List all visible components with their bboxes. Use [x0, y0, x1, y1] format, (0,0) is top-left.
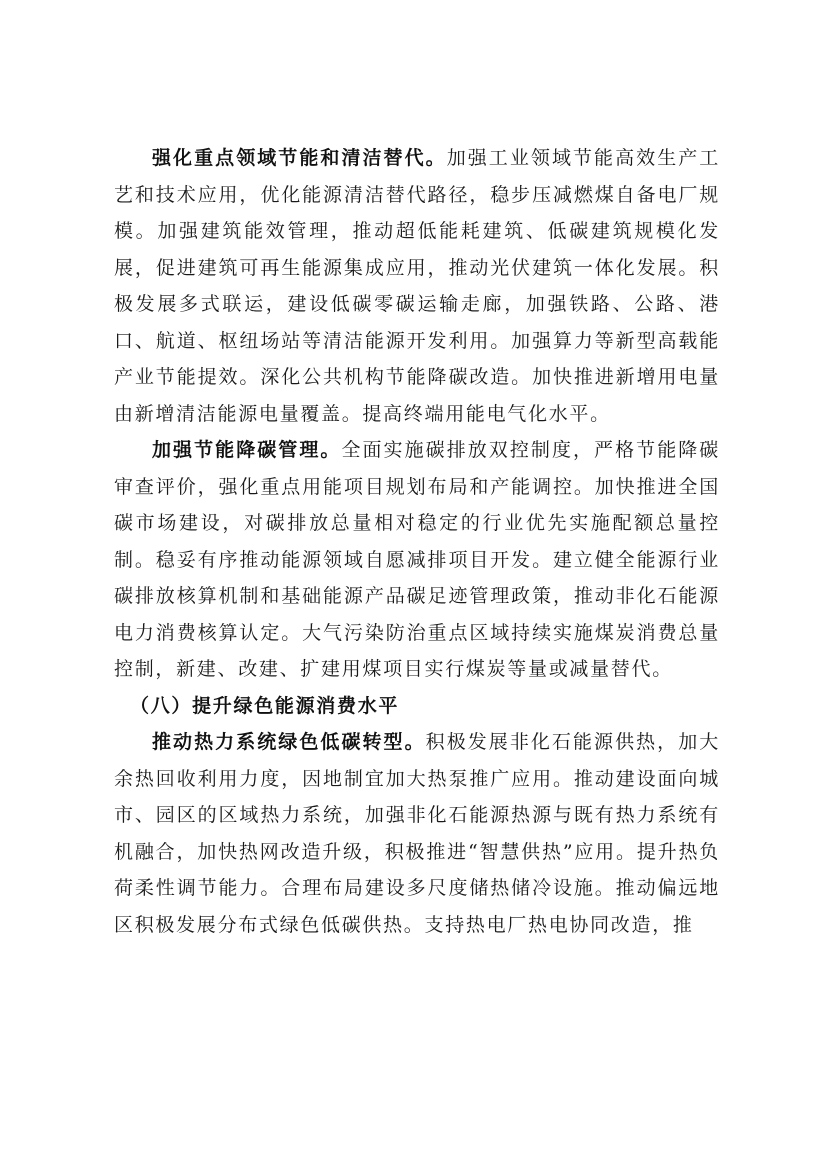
paragraph-lead: 推动热力系统绿色低碳转型。 — [152, 731, 426, 753]
paragraph-clean-energy-substitution — [114, 140, 720, 432]
section-heading: （八）提升绿色能源消费水平 — [130, 694, 400, 717]
paragraph-text: 全面实施碳排放双控制度，严格节能降碳审查评价，强化重点用能项目规划布局和产能调控。加快推进全国碳市场建设，对碳排放总量相对稳定的行业优先实施配额总量控制。稳妥有序推动能源领域自愿减排项目开发。建立健全能源行业碳排放核算机制和基础能源产品碳足迹管理政策，推动非化石能源电力消费核算认定。大气污染防治重点区域持续实施煤炭消费总量控制，新建、改建、扩建用煤项目实行煤炭等量或减量替代。 — [114, 439, 720, 680]
paragraph-carbon-management — [114, 432, 720, 688]
paragraph-lead: 强化重点领域节能和清洁替代。 — [152, 147, 447, 169]
paragraph-text: 加强工业领域节能高效生产工艺和技术应用，优化能源清洁替代路径，稳步压减燃煤自备电厂规模。加强建筑能效管理，推动超低能耗建筑、低碳建筑规模化发展，促进建筑可再生能源集成应用，推动光伏建筑一体化发展。积极发展多式联运，建设低碳零碳运输走廊，加强铁路、公路、港口、航道、枢纽场站等清洁能源开发利用。加强算力等新型高载能产业节能提效。深化公共机构节能降碳改造。加快推进新增用电量由新增清洁能源电量覆盖。提高终端用能电气化水平。 — [114, 147, 720, 425]
paragraph-heating-transition — [114, 724, 720, 943]
paragraph-text: 积极发展非化石能源供热，加大余热回收利用力度，因地制宜加大热泵推广应用。推动建设面向城市、园区的区域热力系统，加强非化石能源热源与既有热力系统有机融合，加快热网改造升级，积极推进“智慧供热”应用。提升热负荷柔性调节能力。合理布局建设多尺度储热储冷设施。推动偏远地区积极发展分布式绿色低碳供热。支持热电厂热电协同改造，推 — [114, 731, 720, 936]
document-body — [114, 140, 720, 943]
paragraph-lead: 加强节能降碳管理。 — [152, 439, 342, 461]
